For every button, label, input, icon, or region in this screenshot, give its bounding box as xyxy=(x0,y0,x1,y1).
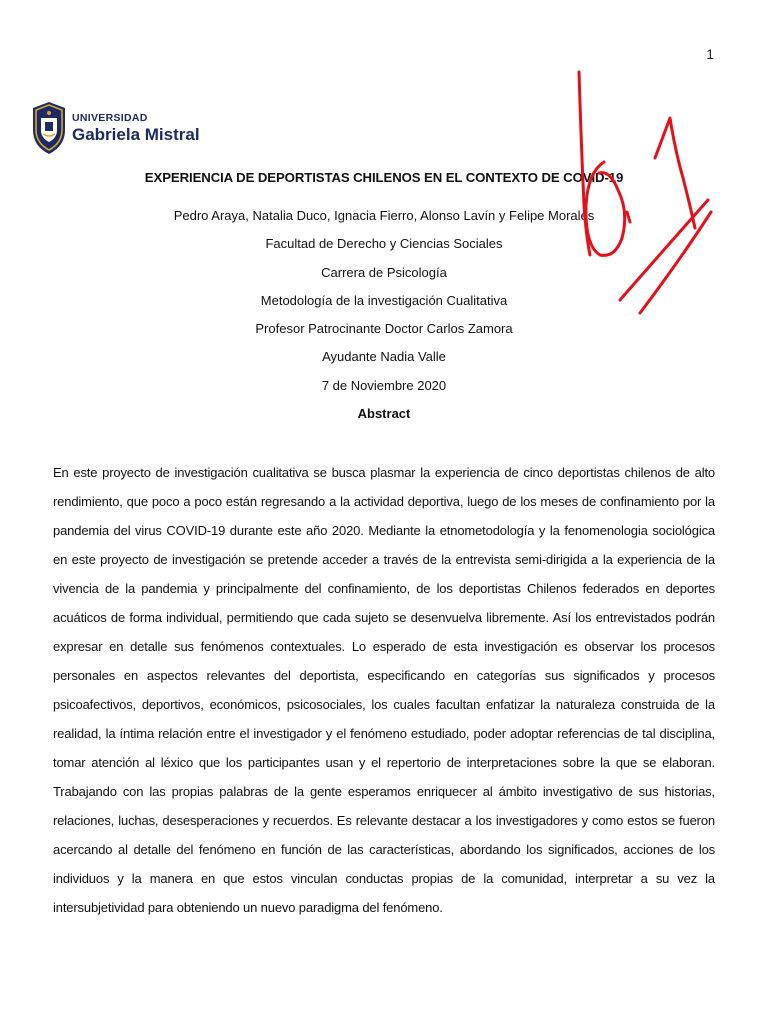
assistant-line: Ayudante Nadia Valle xyxy=(322,349,446,365)
faculty-line: Facultad de Derecho y Ciencias Sociales xyxy=(265,236,503,252)
university-logo xyxy=(30,100,200,156)
professor-line: Profesor Patrocinante Doctor Carlos Zamora xyxy=(255,321,513,337)
logo-line-university: UNIVERSIDAD xyxy=(72,112,148,125)
date-line: 7 de Noviembre 2020 xyxy=(321,377,447,393)
document-title: EXPERIENCIA DE DEPORTISTAS CHILENOS EN EL CONTEXTO DE COVID-19 xyxy=(144,170,624,185)
abstract-body: En este proyecto de investigación cualitativa se busca plasmar la experiencia de cinco deportistas chilenos de alto rendimiento, que poco a poco están regresando a la actividad deportiva, luego de los meses de confinamiento por la pandemia del virus COVID-19 durante este año 2020. Mediante la etnometodología y la fenomenologia sociológica en este proyecto de investigación se pretende acceder a través de la entrevista semi-dirigida a la experiencia de la vivencia de la pandemia y principalmente del confinamiento, de los deportistas Chilenos federados en deportes acuáticos de forma individual, permitiendo que cada sujeto se desenvuelva libremente. Así los entrevistados podrán expresar en detalle sus fenómenos contextuales. Lo esperado de esta investigación es observar los procesos personales en aspectos relevantes del deportista, especificando en categorías sus significados y procesos psicoafectivos, deportivos, económicos, psicosociales, los cuales facultan enfatizar la naturaleza construida de la realidad, la íntima relación entre el investigador y el fenómeno estudiado, poder adoptar referencias de tal disciplina, tomar atención al léxico que los participantes usan y el repertorio de interpretaciones sobre la que se elaboran. Trabajando con las propias palabras de la gente esperamos enriquecer al ámbito investigativo de sus historias, relaciones, luchas, desesperaciones y recuerdos. Es relevante destacar a los investigadores y como estos se fueron acercando al detalle del fenómeno en función de las características, abordando los significados, acciones de los individuos y la manera en que estos vinculan conductas propias de la comunidad, interpretar a su vez la intersubjetividad para obteniendo un nuevo paradigma del fenómeno. xyxy=(53,465,715,915)
logo-line-name: Gabriela Mistral xyxy=(72,124,200,144)
university-seal-icon xyxy=(30,100,68,156)
course-line: Metodología de la investigación Cualitativa xyxy=(260,292,508,308)
page-number: 1 xyxy=(706,46,714,62)
abstract-heading: Abstract xyxy=(357,406,411,422)
title-block xyxy=(0,170,768,428)
career-line: Carrera de Psicología xyxy=(321,264,447,280)
authors-line: Pedro Araya, Natalia Duco, Ignacia Fierro, Alonso Lavín y Felipe Morales xyxy=(173,208,595,223)
